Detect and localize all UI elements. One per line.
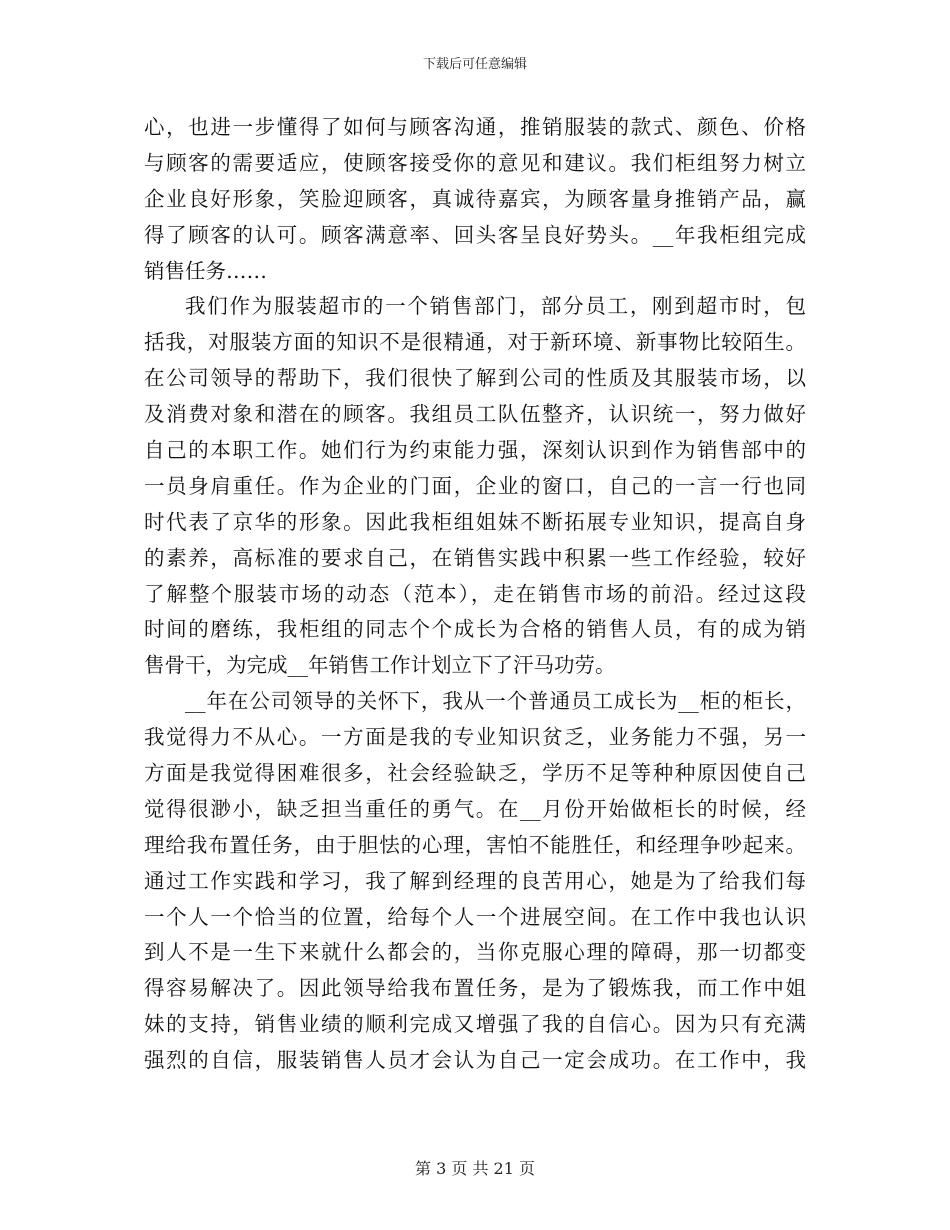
- text-line: 到人不是一生下来就什么都会的，当你克服心理的障碍，那一切都变: [144, 940, 806, 965]
- text-line: 及消费对象和潜在的顾客。我组员工队伍整齐，认识统一，努力做好: [144, 402, 806, 427]
- text-line: 强烈的自信，服装销售人员才会认为自己一定会成功。在工作中，我: [144, 1048, 806, 1073]
- text-line: 时代表了京华的形象。因此我柜组姐妹不断拓展专业知识，提高自身: [144, 509, 806, 534]
- text-line: 时间的磨练，我柜组的同志个个成长为合格的销售人员，有的成为销: [144, 617, 806, 642]
- body-text: [144, 110, 806, 1079]
- text-line: 得容易解决了。因此领导给我布置任务，是为了锻炼我，而工作中姐: [144, 976, 806, 1001]
- text-line: 了解整个服装市场的动态（范本），走在销售市场的前沿。经过这段: [144, 581, 806, 606]
- text-line: __年在公司领导的关怀下，我从一个普通员工成长为__柜的柜长，: [185, 689, 806, 714]
- text-line: 觉得很渺小，缺乏担当重任的勇气。在__月份开始做柜长的时候，经: [144, 796, 806, 821]
- text-line: 我觉得力不从心。一方面是我的专业知识贫乏，业务能力不强，另一: [144, 725, 806, 750]
- text-line: 销售任务……: [144, 258, 267, 283]
- text-line: 括我，对服装方面的知识不是很精通，对于新环境、新事物比较陌生。: [144, 330, 806, 355]
- text-line: 通过工作实践和学习，我了解到经理的良苦用心，她是为了给我们每: [144, 868, 806, 893]
- page-number: 第 3 页 共 21 页: [415, 1159, 535, 1178]
- text-line: 自己的本职工作。她们行为约束能力强，深刻认识到作为销售部中的: [144, 438, 806, 463]
- page-header: 下载后可任意编辑: [422, 57, 527, 72]
- text-line: 一员身肩重任。作为企业的门面，企业的窗口，自己的一言一行也同: [144, 473, 806, 498]
- text-line: 心，也进一步懂得了如何与顾客沟通，推销服装的款式、颜色、价格: [144, 115, 806, 139]
- text-line: 企业良好形象，笑脸迎顾客，真诚待嘉宾，为顾客量身推销产品，赢: [144, 186, 806, 211]
- text-line: 售骨干，为完成__年销售工作计划立下了汗马功劳。: [144, 653, 616, 678]
- text-line: 得了顾客的认可。顾客满意率、回头客呈良好势头。__年我柜组完成: [144, 222, 806, 247]
- text-line: 我们作为服装超市的一个销售部门，部分员工，刚到超市时，包: [185, 294, 806, 319]
- text-line: 的素养，高标准的要求自己，在销售实践中积累一些工作经验，较好: [144, 545, 806, 570]
- text-line: 妹的支持，销售业绩的顺利完成又增强了我的自信心。因为只有充满: [144, 1012, 806, 1037]
- text-line: 与顾客的需要适应，使顾客接受你的意见和建议。我们柜组努力树立: [144, 150, 806, 175]
- text-line: 在公司领导的帮助下，我们很快了解到公司的性质及其服装市场，以: [144, 366, 806, 391]
- text-line: 理给我布置任务，由于胆怯的心理，害怕不能胜任，和经理争吵起来。: [144, 832, 806, 857]
- text-line: 方面是我觉得困难很多，社会经验缺乏，学历不足等种种原因使自己: [144, 761, 806, 786]
- text-line: 一个人一个恰当的位置，给每个人一个进展空间。在工作中我也认识: [144, 904, 806, 929]
